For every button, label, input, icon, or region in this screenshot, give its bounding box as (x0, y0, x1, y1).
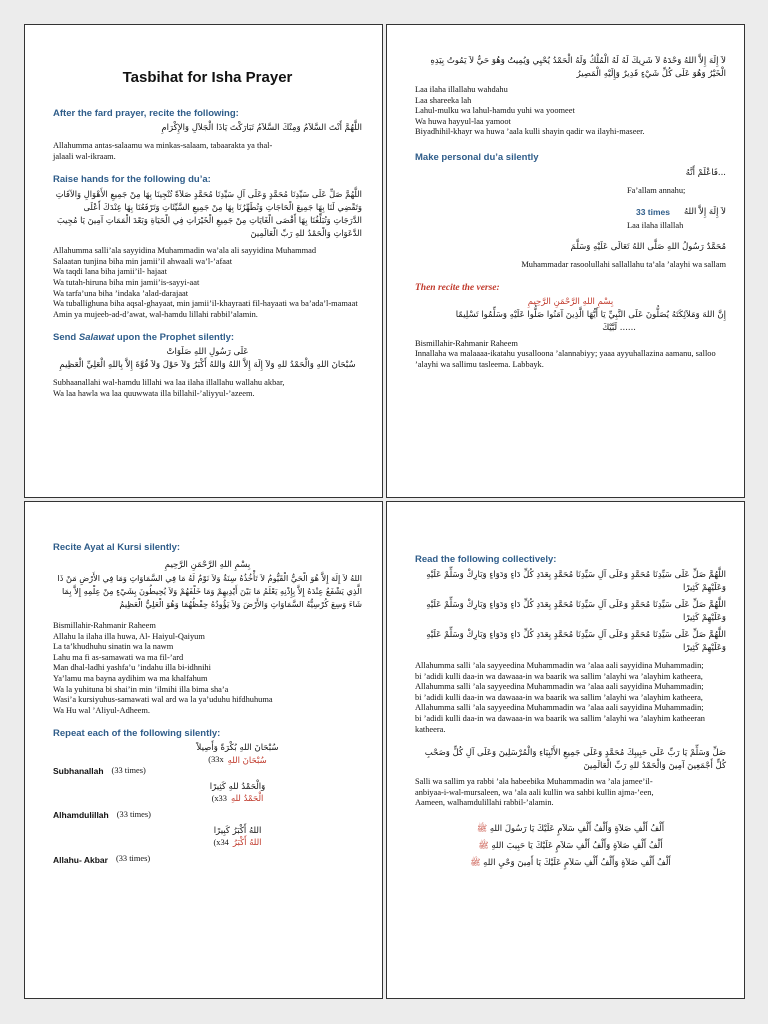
heading-then-recite: Then recite the verse: (415, 282, 500, 293)
transliteration-tahlil: Laa ilaha illallahu wahdahu Laa shareeka lah Lahul-mulku wa lahul-hamdu yuhi wa yoomeet Wa huwa hayyul-laa yamoot Biyadhihil-khayr wa huwa ’aala kulli shayin qadir wa ilayhi-maseer. (415, 85, 645, 137)
transliteration-salli-wa-sallim: Salli wa sallim ya rabbi ’ala habeebika Muhammadin wa ’ala jamee’il- anbiyaa-i-wal-mursaleen, wa ’ala aali kullin wa sahbi kullin ajma-’een, Aameen, walhamdulillahi rabbil-’alamin. (415, 777, 654, 808)
arabic-alfu-alf-1: أَلْفُ أَلْفِ صَلاَةٍ وَأَلْفُ أَلْفِ سَلاَمٍ عَلَيْكَ يَا رَسُولَ اللهِ ﷺ (476, 823, 665, 834)
arabic-la-ilaha: لاَ إِلَهَ إِلاَّ اللهُ (684, 206, 726, 217)
tahlil-33-row (415, 207, 726, 217)
arabic-verse: إِنَّ اللهَ وَمَلاَئِكَتَهُ يُصَلُّونَ عَلَى النَّبِيِّ يَا أَيُّهَا الَّذِينَ آمَنُوا صَلُّوا عَلَيْهِ وَسَلِّمُوا تَسْلِيمًا (455, 309, 726, 320)
arabic-alfu-alf-2: أَلْفُ أَلْفِ صَلاَةٍ وَأَلْفُ أَلْفِ سَلاَمٍ عَلَيْكَ يَا حَبِيبَ اللهِ ﷺ (478, 840, 663, 851)
arabic-allahu-akbar-kabira: اللهُ أَكْبَرُ كَبِيرًا (213, 825, 262, 836)
arabic-muhammadur-rasoolullah: مُحَمَّدٌ رَسُولُ اللهِ صَلَّى اللهُ تَعَالَى عَلَيْهِ وَسَلَّمَ (570, 242, 726, 253)
arabic-salli-wa-sallim: صَلِّ وَسَلِّمْ يَا رَبِّ عَلَى حَبِيبِكَ مُحَمَّدٍ وَعَلَى جَمِيعِ الأَنْبِيَاءِ وَالْمُرْسَلِينَ وَعَلَى آلِ كُلٍّ وَصَحْبِ كُلٍّ أَجْمَعِينَ آمِينَ وَالْحَمْدُ للهِ رَبِّ الْعَالَمِينَ (424, 748, 726, 772)
heading-ayat-kursi: Recite Ayat al Kursi silently: (53, 542, 181, 553)
arabic-salawat-2: اللَّهُمَّ صَلِّ عَلَى سَيِّدِنَا مُحَمَّدٍ وَعَلَى آلِ سَيِّدِنَا مُحَمَّدٍ بِعَدَدِ كُلِّ دَاءٍ وَدَوَاءٍ وَبَارِكْ وَسَلِّمْ عَلَيْهِ وَعَلَيْهِمْ كَثِيرًا (426, 600, 726, 623)
transliteration-verse: Bismillahir-Rahmanir Raheem Innallaha wa malaaaa-ikatahu yusalloona ’alannabiyy; yaaa ayyuhallazina aamanu, salloo ’alayhi wa sallimu tasleema. Labbayk. (415, 338, 716, 369)
transliteration-tasbih: Subhaanallahi wal-hamdu lillahi wa laa ilaha illallahu wallahu akbar, Wa laa hawla wa laa quuwwata illa billahil-’aliyyul-’azeem. (53, 378, 285, 398)
page-panel-1 (24, 24, 383, 498)
arabic-basmala: بِسْمِ اللهِ الرَّحْمَنِ الرَّحِيمِ (164, 560, 251, 570)
page-panel-4 (386, 501, 745, 999)
heading-read-collectively: Read the following collectively: (415, 554, 557, 565)
transliteration-ayat-kursi: Bismillahir-Rahmanir Raheem Allahu la ilaha illa huwa, Al- Haiyul-Qaiyum La ta’khudhuhu sinatin wa la nawm Lahu ma fi as-samawati wa ma fil-’ard Man dhal-ladhi yashfa’u ’indahu illa bi-idhnihi Ya’lamu ma bayna aydihim wa ma khalfahum Wa la yuhituna bi shai’in min ’ilmihi illa bima sha’a Wasi’a kursiyuhus-samawati wal ard wa la ya’uduhu hifdhuhuma Wa Hu wal ’Aliyul-Adheem. (53, 621, 273, 715)
arabic-subhanallah-bukratan: سُبْحَانَ اللهِ بُكْرَةً وَأَصِيلاً (196, 743, 279, 754)
arabic-dua: اللَّهُمَّ صَلِّ عَلَى سَيِّدِنَا مُحَمَّدٍ وَعَلَى آلِ سَيِّدِنَا مُحَمَّدٍ صَلاَةً تُنْجِينَا بِهَا مِنْ جَمِيعِ الأَهْوَالِ وَالآفَاتِ وَتَقْضِي لَنَا بِهَا جَمِيعَ الْحَاجَاتِ وَتُطَهِّرُنَا بِهَا مِنْ جَمِيعِ السَّيِّئَاتِ وَتَرْفَعُنَا بِهَا عِنْدَكَ أَعْلَى الدَّرَجَاتِ وَتُبَلِّغُنَا بِهَا أَقْصَى الْغَايَاتِ مِنْ جَمِيعِ الْخَيْرَاتِ فِي الْحَيَاةِ وَبَعْدَ الْمَمَاتِ آمِينَ يَا مُجِيبَ الدَّعَوَاتِ وَالْحَمْدُ للهِ رَبِّ الْعَالَمِينَ (55, 189, 362, 239)
subhanallah-row: Subhanallah (33 times) (53, 765, 146, 777)
salawat-symbol: ﷺ (476, 823, 488, 834)
transliteration: Allahumma antas-salaamu wa minkas-salaam, tabaarakta ya thal- jalaali wal-ikraam. (53, 141, 273, 161)
salawat-symbol: ﷺ (470, 857, 481, 868)
arabic-text: اللَّهُمَّ أَنْتَ السَّلاَمُ وَمِنْكَ السَّلاَمُ تَبَارَكْتَ يَاذَا الْجَلاَلِ وَالإِكْرَامِ (161, 123, 362, 133)
transliteration-muhammadur: Muhammadar rasoolullahi sallallahu ta’ala ’alayhi wa sallam (521, 260, 726, 270)
heading-repeat: Repeat each of the following silently: (53, 728, 221, 740)
arabic-salawat-1: اللَّهُمَّ صَلِّ عَلَى سَيِّدِنَا مُحَمَّدٍ وَعَلَى آلِ سَيِّدِنَا مُحَمَّدٍ بِعَدَدِ كُلِّ دَاءٍ وَدَوَاءٍ وَبَارِكْ وَسَلِّمْ عَلَيْهِ وَعَلَيْهِمْ كَثِيرًا (426, 570, 726, 593)
times-label: 33 times (635, 206, 670, 217)
arabic-labbayk: ...... لَبَّيْكَ (602, 322, 636, 333)
allahu-akbar-row: Allahu- Akbar (33 times) (53, 854, 151, 865)
heading-personal-dua: Make personal du’a silently (415, 151, 539, 163)
allahu-akbar-count: (x34 اللهُ أَكْبَرُ (213, 837, 262, 849)
salawat-symbol: ﷺ (478, 840, 489, 851)
arabic-tasbih: سُبْحَانَ اللهِ وَالْحَمْدُ للهِ وَلاَ إِلَهَ إِلاَّ اللهُ وَاللهُ أَكْبَرُ وَلاَ حَوْلَ وَلاَ قُوَّةَ إِلاَّ بِاللهِ الْعَلِيِّ الْعَظِيمِ (59, 360, 356, 371)
transliteration-salawat: Allahumma salli ’ala sayyeedina Muhammadin wa ’alaa aali sayyidina Muhammadin; bi ’adidi kulli daa-in wa dawaaa-in wa baarik wa sallim ’alayhi wa ’alayhim katheera, Allahumma salli ’ala sayyeedina Muhammadin wa ’alaa aali sayyidina Muhammadin; bi ’adidi kulli daa-in wa dawaaa-in wa baarik wa sallim ’alayhi wa ’alayhim katheera, Allahumma salli ’ala sayyeedina Muhammadin wa ’alaa aali sayyidina Muhammadin; bi ’adidi kulli daa-in wa dawaaa-in wa baarik wa sallim ’alayhi wa ’alayhim katheeran katheera. (415, 661, 705, 734)
heading-send-salawat: Send Salawat upon the Prophet silently: (53, 332, 235, 344)
transliteration-la-ilaha: Laa ilaha illallah (627, 220, 684, 230)
arabic-faallam: ...فَاعْلَمْ أَنَّهُ (685, 167, 726, 178)
page-panel-2 (386, 24, 745, 498)
page-panel-3 (24, 501, 383, 999)
arabic-ayat-kursi: اللهُ لاَ إِلَهَ إِلاَّ هُوَ الْحَيُّ الْقَيُّومُ لاَ تَأْخُذُهُ سِنَةٌ وَلاَ نَوْمٌ لَهُ مَا فِي السَّمَاوَاتِ وَمَا فِي الأَرْضِ مَنْ ذَا الَّذِي يَشْفَعُ عِنْدَهُ إِلاَّ بِإِذْنِهِ يَعْلَمُ مَا بَيْنَ أَيْدِيهِمْ وَمَا خَلْفَهُمْ وَلاَ يُحِيطُونَ بِشَيْءٍ مِنْ عِلْمِهِ إِلاَّ بِمَا شَاءَ وَسِعَ كُرْسِيُّهُ السَّمَاوَاتِ وَالأَرْضَ وَلاَ يَؤُودُهُ حِفْظُهُمَا وَهُوَ الْعَلِيُّ الْعَظِيمُ (57, 573, 362, 609)
transliteration-dua: Allahumma salli’ala sayyidina Muhammadin wa’ala ali sayyidina Muhammad Salaatan tunjina biha min jamii’il ahwaali wa’l-’afaat Wa taqdi lana biha jamii’il- hajaat Wa tutah-hiruna biha min jamii’is-sayyi-aat Wa tarfa’una biha ’indaka ’alad-darajaat Wa tuballighuna biha aqsal-ghayaat, min jamii’il-khayraati fil-hayaati wa ba’ada’l-mamaat Amin ya mujeeb-ad-d’awat, wal-hamdu lillahi rabbil’alamin. (53, 246, 358, 319)
arabic-tahlil: لاَ إِلَهَ إِلاَّ اللهُ وَحْدَهُ لاَ شَرِيكَ لَهُ لَهُ الْمُلْكُ وَلَهُ الْحَمْدُ يُحْيِي وَيُمِيتُ وَهُوَ حَيٌّ لاَ يَمُوتُ بِيَدِهِ الْخَيْرُ وَهُوَ عَلَى كُلِّ شَيْءٍ قَدِيرٌ وَإِلَيْهِ الْمَصِيرُ (430, 56, 726, 79)
arabic-alfu-alf-3: أَلْفُ أَلْفِ صَلاَةٍ وَأَلْفُ أَلْفِ سَلاَمٍ عَلَيْكَ يَا أَمِينَ وَحْيِ اللهِ ﷺ (470, 857, 671, 868)
transliteration-faallam: Fa’allam annahu; (627, 185, 686, 195)
subhanallah-count: (33x سُبْحَانَ اللهِ (208, 755, 267, 766)
arabic-salawat-3: اللَّهُمَّ صَلِّ عَلَى سَيِّدِنَا مُحَمَّدٍ وَعَلَى آلِ سَيِّدِنَا مُحَمَّدٍ بِعَدَدِ كُلِّ دَاءٍ وَدَوَاءٍ وَبَارِكْ وَسَلِّمْ عَلَيْهِ وَعَلَيْهِمْ كَثِيرًا (426, 630, 726, 653)
alhamdulillah-row: Alhamdulillah (33 times) (53, 810, 151, 821)
arabic-basmala: بِسْمِ اللهِ الرَّحْمَنِ الرَّحِيمِ (527, 296, 614, 307)
arabic-salawat: عَلَى رَسُولِ اللهِ صَلَوَاتْ (166, 347, 249, 358)
heading-after-fard: After the fard prayer, recite the following: (53, 108, 239, 119)
arabic-alhamdulillah-kathira: وَالْحَمْدُ للهِ كَثِيرًا (209, 781, 266, 792)
heading-raise-hands: Raise hands for the following du’a: (53, 174, 211, 186)
page-title: Tasbihat for Isha Prayer (122, 69, 293, 86)
alhamdulillah-count: (x33 الْحَمْدُ للهِ (211, 793, 264, 804)
